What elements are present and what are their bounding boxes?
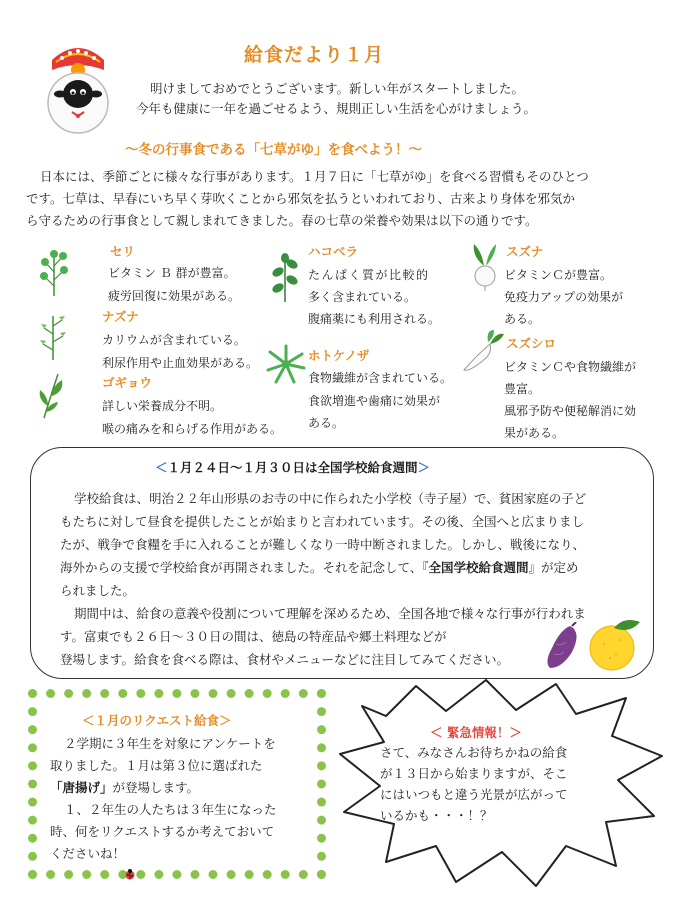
week-line: たが、戦争で食糧を手に入れることが難しくなり一時中断されました。しかし、戦後になり、 xyxy=(60,537,586,552)
sheep-kagamimochi-icon xyxy=(38,30,118,135)
herb-name-suzushiro: スズシロ xyxy=(506,336,557,351)
herb-desc-line: ビタミンＣが豊富。 xyxy=(504,268,613,282)
suzuna-turnip-icon xyxy=(466,242,504,292)
week-line xyxy=(60,556,579,579)
week-line-part: 海外からの支援で学校給食が再開されました。それを記念して、『 xyxy=(60,560,429,575)
week-line: もたちに対して昼食を提供したことが始まりと言われています。その後、全国へと広まりまし xyxy=(60,514,585,529)
herb-desc-line: たんぱく質が比較的 xyxy=(308,268,430,282)
urgent-line: さて、みなさんお待ちかねの給食 xyxy=(380,745,568,760)
request-title: ＜１月のリクエスト給食＞ xyxy=(82,713,232,728)
herb-desc-line: 風邪予防や便秘解消に効 xyxy=(504,404,637,418)
suzushiro-radish-icon xyxy=(462,330,504,374)
hakobera-herb-icon xyxy=(268,252,302,304)
hotokenoza-herb-icon xyxy=(266,344,306,384)
title-bracket-open: ＜ xyxy=(155,460,168,475)
urgent-line: にはいつもと違う光景が広がって xyxy=(380,787,568,802)
herb-desc-line: ある。 xyxy=(308,416,345,430)
week-line: 登場します。給食を食べる際は、食材やメニューなどに注目してみてください。 xyxy=(60,652,510,667)
title-text: １月２４日～１月３０日は全国学校給食週間 xyxy=(167,460,418,475)
herb-name-gogyo: ゴギョウ xyxy=(102,375,153,390)
herb-name-suzuna: スズナ xyxy=(506,244,544,259)
herb-desc-line: 喉の痛みを和らげる作用がある。 xyxy=(102,422,283,436)
week-line-part: 』が定め xyxy=(528,560,579,575)
request-line: ２学期に３年生を対象にアンケートを xyxy=(64,736,276,751)
greeting-line-1: 明けましておめでとうございます。新しい年がスタートしました。 xyxy=(150,81,525,96)
week-name-bold: 全国学校給食週間 xyxy=(428,560,529,575)
herb-desc-line: 多く含まれている。 xyxy=(308,290,417,304)
greeting-line-2: 今年も健康に一年を過ごせるよう、規則正しい生活を心がけましょう。 xyxy=(136,101,537,116)
herb-name-hakobera: ハコベラ xyxy=(308,244,359,259)
page-title: 給食だより１月 xyxy=(244,44,385,66)
herb-name-hotokenoza: ホトケノザ xyxy=(308,348,370,363)
request-line: 取りました。１月は第３位に選ばれた xyxy=(50,758,263,773)
nazuna-herb-icon xyxy=(36,310,70,362)
week-line: 学校給食は、明治２２年山形県のお寺の中に作られた小学校（寺子屋）で、貧困家庭の子ど xyxy=(74,491,587,506)
request-line: １、２年生の人たちは３年生になった xyxy=(64,802,277,817)
seri-herb-icon xyxy=(36,246,72,298)
week-line: す。富東でも２６日～３０日の間は、徳島の特産品や郷土料理などが xyxy=(60,629,447,644)
herb-desc-line: 疲労回復に効果がある。 xyxy=(108,289,241,303)
request-line xyxy=(50,777,199,799)
herb-name-seri: セリ xyxy=(110,244,136,259)
nanakusa-subtitle: ～冬の行事食である「七草がゆ」を食べよう！～ xyxy=(125,142,422,158)
urgent-line: いるかも・・・！？ xyxy=(380,808,493,823)
herb-desc-line: 腹痛薬にも利用される。 xyxy=(308,312,441,326)
herb-desc-line: カリウムが含まれている。 xyxy=(102,333,246,347)
herb-desc-line: 詳しい栄養成分不明。 xyxy=(102,399,223,413)
week-line: られました。 xyxy=(60,583,136,598)
herb-desc-line: 果がある。 xyxy=(504,426,565,440)
herb-desc-line: ビタミンＣや食物繊維が xyxy=(504,360,637,374)
herb-desc-line: 食物繊維が含まれている。 xyxy=(308,371,453,385)
yuzu-icon xyxy=(584,616,644,672)
herb-desc-line: 免疫力アップの効果が xyxy=(504,290,624,304)
gogyo-herb-icon xyxy=(34,368,68,420)
request-line: 時、何をリクエストするか考えておいて xyxy=(50,824,275,839)
nanakusa-intro xyxy=(26,166,656,232)
request-menu-bold: 「唐揚げ」 xyxy=(50,780,113,795)
request-line-part: が登場します。 xyxy=(112,780,200,795)
school-lunch-week-title xyxy=(155,458,430,476)
urgent-title: ＜ 緊急情報！＞ xyxy=(430,725,522,740)
herb-name-nazuna: ナズナ xyxy=(102,309,139,324)
ladybug-icon xyxy=(124,868,136,880)
intro-line: ら守るための行事食として親しまれてきました。春の七草の栄養や効果は以下の通りです。 xyxy=(26,213,538,228)
herb-desc-line: ある。 xyxy=(504,312,541,326)
herb-desc-line: ビタミン Ｂ 群が豊富。 xyxy=(108,266,236,280)
intro-line: 日本には、季節ごとに様々な行事があります。１月７日に「七草がゆ」を食べる習慣もそのひとつ xyxy=(40,169,589,184)
urgent-line: が１３日から始まりますが、そこ xyxy=(380,766,568,781)
intro-line: です。七草は、早春にいち早く芽吹くことから邪気を払うといわれており、古来より身体を邪気か xyxy=(26,191,576,206)
herb-desc-line: 豊富。 xyxy=(504,382,541,396)
request-line: くださいね！ xyxy=(50,846,126,861)
herb-desc-line: 利尿作用や止血効果がある。 xyxy=(102,356,259,370)
sweet-potato-icon xyxy=(542,622,582,672)
herb-desc-line: 食欲増進や歯痛に効果が xyxy=(308,394,441,408)
week-line: 期間中は、給食の意義や役割について理解を深めるため、全国各地で様々な行事が行われま xyxy=(74,606,586,621)
title-bracket-close: ＞ xyxy=(417,460,431,475)
